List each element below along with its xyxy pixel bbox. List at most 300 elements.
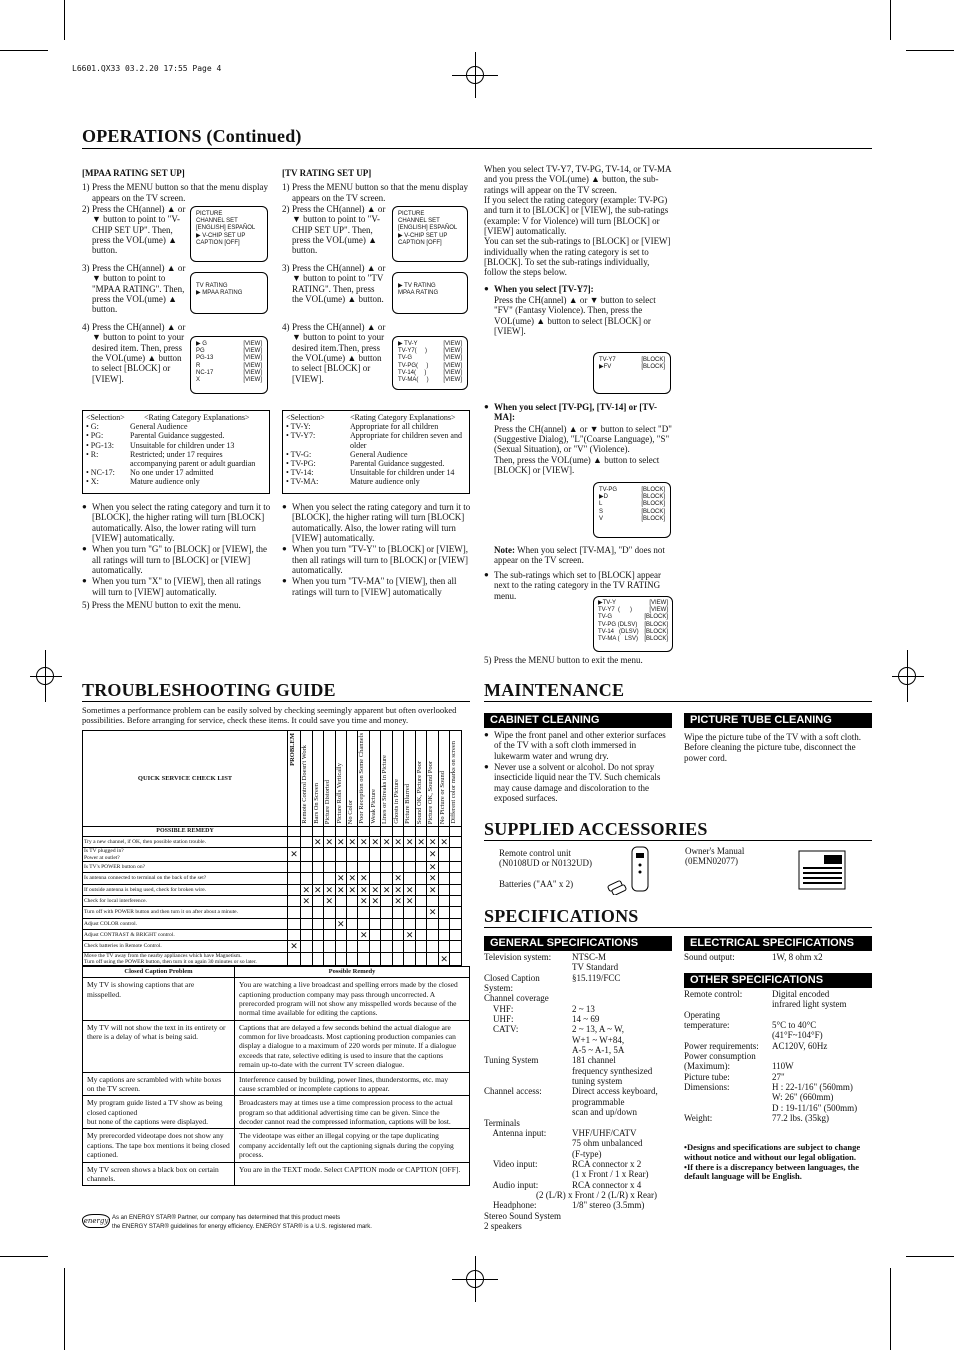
problem-column: Picture Distorted [324, 779, 332, 824]
cc-head-remedy: Possible Remedy [235, 967, 470, 978]
tv-screen-items [392, 336, 468, 390]
rating-code: • TV-G: [286, 449, 312, 459]
spec-row [484, 993, 674, 1003]
check-mark [288, 918, 301, 929]
screen-row [599, 357, 665, 364]
remedy-row [83, 941, 462, 952]
rating-row [86, 422, 266, 431]
check-mark: ✕ [428, 849, 437, 860]
maintenance-title: MAINTENANCE [484, 680, 625, 700]
bullet-text: When you select the rating category and turn it to [BLOCK], the higher rating will turn [BLOCK] automatically. Also, the lower rating will turn [VIEW] automatically. [92, 502, 271, 544]
check-mark [415, 952, 426, 966]
check-mark [392, 907, 403, 918]
crop-mark [906, 50, 954, 51]
y7-screen [593, 352, 671, 394]
check-mark [335, 941, 346, 952]
remedy-text: Is antenna connected to terminal on the back of the set? [83, 873, 288, 884]
screen-line: [ENGLISH] ESPAÑOL [196, 225, 256, 232]
rating-desc: Unsuitable for children under 14 [350, 468, 455, 478]
screen-line: ▶ V-CHIP SET UP [196, 232, 246, 239]
spec-note: •If there is a discrepancy between languages, the default language will be English. [684, 1161, 860, 1182]
spec-value: Digital encoded infrared light system [772, 989, 847, 1010]
spec-key: Closed Caption System: [484, 972, 540, 994]
remedy-row [83, 918, 462, 929]
crop-mark [0, 50, 48, 51]
check-mark [324, 941, 335, 952]
screen-item: ▶ TV-Y [398, 341, 418, 347]
owners-manual-illustration [798, 850, 848, 892]
box-head-selection: <Selection> [286, 413, 325, 422]
rating-row [286, 431, 466, 449]
screen-row [599, 501, 665, 508]
check-mark: ✕ [394, 873, 402, 884]
spec-row [684, 1010, 874, 1041]
bullet-item: ● Wipe the front panel and other exterior surfaces of the TV with a soft cloth immersed in lukewarm water and wrung dry. [484, 730, 672, 761]
screen-item: NC-17 [196, 369, 214, 376]
rating-code: • TV-PG: [286, 458, 316, 468]
check-mark [381, 848, 392, 862]
check-mark: ✕ [359, 930, 368, 941]
screen-status: [VIEW] [443, 369, 462, 376]
audio-extra: (2 (L/R) x Front / 2 (L/R) x Rear) [536, 1189, 657, 1200]
rating-code: • G: [86, 422, 99, 432]
crop-mark [0, 1256, 48, 1257]
cc-head-problem: Closed Caption Problem [83, 967, 235, 978]
check-mark: ✕ [325, 884, 334, 895]
cc-remedy: You are in the TEXT mode. Select CAPTION mode or CAPTION [OFF]. [235, 1162, 470, 1186]
quick-check-table [82, 730, 462, 966]
check-mark [347, 861, 358, 872]
cabinet-bullets [484, 730, 672, 804]
check-mark [288, 884, 301, 895]
check-mark [301, 873, 312, 884]
check-mark [392, 930, 403, 941]
cc-row [83, 1072, 470, 1096]
bullet-item: ● Never use a solvent or alcohol. Do not spray insecticide liquid near the TV. Such chemicals may cause damage and discoloration to the exposed surfaces. [484, 762, 672, 803]
check-mark [358, 952, 369, 966]
screen-status: [VIEW] [243, 362, 262, 369]
crop-mark [30, 676, 62, 677]
check-mark: ✕ [302, 884, 311, 895]
rating-code: • NC-17: [86, 468, 115, 478]
rating-desc: Unsuitable for children under 13 [130, 440, 235, 450]
check-mark [324, 861, 335, 872]
check-mark [288, 930, 301, 941]
check-mark [438, 918, 449, 929]
rating-row [86, 431, 266, 440]
screen-status: [BLOCK] [641, 508, 665, 515]
rating-row [286, 422, 466, 431]
screen-item: TV-G [598, 614, 613, 621]
screen-item: TV-14 (DLSV) [598, 628, 639, 635]
step-text: Press the MENU button so that the menu display appears on the TV screen. [292, 182, 468, 203]
check-mark: ✕ [428, 907, 437, 918]
spec-row [684, 1082, 874, 1113]
check-mark [369, 952, 380, 966]
step-number: 1) [282, 182, 290, 193]
screen-row [598, 607, 668, 614]
check-mark: ✕ [405, 884, 414, 895]
check-mark [369, 907, 380, 918]
check-mark [392, 941, 403, 952]
energy-star-text [112, 1214, 372, 1232]
check-mark [312, 918, 323, 929]
box-head-category: <Rating Category Explanations> [144, 413, 250, 422]
screen-status: [BLOCK] [644, 635, 668, 642]
crop-mark [892, 676, 924, 677]
mpaa-heading: [MPAA RATING SET UP] [82, 168, 185, 178]
problem-column: Picture Rolls Vertically [335, 763, 343, 824]
troubleshooting-intro: Sometimes a performance problem can be easily solved by checking seemingly apparent but often overlooked possibilities. Before arranging for service, check these items. It could save you time and money. [82, 705, 457, 725]
screen-status: [VIEW] [443, 355, 462, 362]
check-mark [347, 896, 358, 907]
spec-value: §15.119/FCC [572, 972, 621, 983]
cc-row [83, 1096, 470, 1129]
check-mark: ✕ [359, 884, 368, 895]
spec-value: VHF/UHF/CATV 75 ohm unbalanced (F-type) [572, 1127, 643, 1159]
spec-row [484, 1024, 674, 1055]
check-mark [381, 873, 392, 884]
spec-key: CATV: [484, 1024, 519, 1035]
screen-item: TV-Y7 ( ) [598, 607, 633, 614]
screen-status: [BLOCK] [641, 494, 665, 501]
energy-line-1: As an ENERGY STAR® Partner, our company has determined that this product meets [112, 1215, 341, 1221]
remedy-text: Is TV's POWER button on? [83, 861, 288, 872]
step-text: Press the CH(annel) ▲ or ▼ button to point to "TV RATING". Then, press the VOL(ume) ▲ button. [292, 263, 386, 305]
spec-value: 2 ~ 13, A ~ W, W+1 ~ W+84, A-5 ~ A-1, 5A [572, 1024, 625, 1056]
screen-status: [VIEW] [649, 600, 668, 606]
subratings-bullet-text: The sub-ratings which set to [BLOCK] appear next to the rating category in the TV RATING menu. [494, 570, 661, 601]
check-mark: ✕ [382, 837, 391, 847]
check-mark [404, 848, 415, 862]
screen-row [398, 363, 462, 370]
crop-mark [64, 1268, 65, 1350]
check-mark [369, 918, 380, 929]
spec-row [684, 1041, 874, 1051]
check-mark: ✕ [394, 884, 402, 895]
tv-explanation-box [282, 410, 470, 494]
energy-line-2: the ENERGY STAR® guidelines for energy efficiency. ENERGY STAR® is a U.S. registered mark. [112, 1224, 372, 1230]
spec-row [484, 1055, 674, 1086]
spec-key: Sound output: [684, 952, 735, 962]
spec-row [484, 973, 674, 994]
remedy-row [83, 907, 462, 918]
remedy-row [83, 848, 462, 862]
check-mark [301, 848, 312, 862]
check-mark: ✕ [428, 873, 437, 884]
screen-row [398, 377, 462, 384]
remedy-row [83, 930, 462, 941]
spec-key: Dimensions: [684, 1082, 730, 1093]
check-mark [301, 918, 312, 929]
other-specs [684, 989, 874, 1123]
check-mark: ✕ [348, 873, 357, 884]
cc-row [83, 1162, 470, 1186]
rating-row [86, 468, 266, 477]
screen-line: CAPTION [OFF] [196, 239, 240, 246]
screen-status: [VIEW] [443, 362, 462, 369]
screen-line: [ENGLISH] ESPAÑOL [398, 225, 458, 232]
mpaa-screen-rating [190, 272, 268, 314]
bullet-text: Wipe the front panel and other exterior surfaces of the TV with a soft cloth immersed in lukewarm water and wrung dry. [494, 730, 666, 761]
screen-row [196, 355, 262, 362]
check-mark [347, 907, 358, 918]
spec-value: AC120V, 60Hz [772, 1040, 828, 1051]
spec-key: Remote control: [684, 989, 743, 999]
check-mark: ✕ [417, 837, 425, 847]
rating-row [286, 459, 466, 468]
step-number: 1) [82, 182, 90, 193]
remedy-text: Move the TV away from the nearby appliances which have Magnetism. Turn off using the POWER button, then turn it on again 30 minutes or so later. [83, 952, 288, 966]
check-mark [301, 861, 312, 872]
screen-item: TV-MA( ) [398, 376, 429, 383]
final-screen [593, 596, 673, 652]
owners-manual: Owner's Manual (0EMN02077) [685, 846, 745, 867]
cc-remedy: You are watching a live broadcast and spelling errors made by the closed captioning production company may pass through uncorrected. A prerecorded program will not show any misspelled words because of the normal time available for editing the captions. [235, 978, 470, 1021]
mpaa-screen-vchip [190, 206, 268, 262]
step-item [82, 182, 272, 203]
screen-item: ▶TV-Y [598, 600, 616, 606]
check-mark [415, 918, 426, 929]
rating-row [286, 468, 466, 477]
tv-screen-rating [392, 272, 468, 314]
check-mark [324, 848, 335, 862]
rating-row [86, 450, 266, 468]
rating-desc: General Audience [350, 449, 408, 459]
check-mark [415, 941, 426, 952]
screen-status: [BLOCK] [644, 628, 668, 635]
pg-screen [593, 482, 671, 538]
check-mark [369, 861, 380, 872]
check-mark [427, 941, 438, 952]
step-text: Press the CH(annel) ▲ or ▼ button to point to "MPAA RATING". Then, press the VOL(ume) ▲ button. [92, 263, 186, 315]
spec-row [484, 1159, 674, 1180]
screen-item: TV-PG (DLSV) [598, 621, 638, 628]
step-text: Press the CH(annel) ▲ or ▼ button to point to your desired item. Then, press the VOL(ume) ▲ button to select [BLOCK] or [VIEW]. [92, 322, 186, 384]
check-mark [312, 861, 323, 872]
crop-mark [64, 0, 65, 40]
check-mark [347, 930, 358, 941]
screen-item: ▶D [599, 494, 608, 501]
check-mark: ✕ [371, 837, 379, 847]
check-mark [427, 896, 438, 907]
screen-row [398, 370, 462, 377]
problem-column: Weak Picture [369, 789, 377, 824]
check-mark [415, 884, 426, 895]
spec-key: Power consumption (Maximum): [684, 1051, 756, 1072]
remedy-text: Is TV plugged in? Power at outlet? [83, 848, 288, 862]
rating-row [86, 477, 266, 486]
rating-code: • R: [86, 449, 99, 459]
rating-desc: Appropriate for all children [350, 422, 439, 432]
check-mark [438, 884, 449, 895]
check-mark [347, 952, 358, 966]
screen-status: [VIEW] [243, 369, 262, 376]
check-mark: ✕ [394, 896, 402, 906]
spec-row [484, 952, 674, 973]
title-rule [484, 701, 872, 702]
check-mark [438, 896, 449, 907]
screen-status: [BLOCK] [641, 357, 665, 363]
bullet-text: When you turn "TV-MA" to [VIEW], then all ratings will turn to [VIEW] automatically [292, 576, 457, 597]
spec-key: UHF: [484, 1014, 514, 1025]
check-mark [312, 896, 323, 907]
problem-column: Picture OK, Sound Poor [427, 760, 435, 824]
mpaa-screen-items [190, 336, 268, 394]
spec-row [484, 1128, 674, 1159]
check-mark: ✕ [302, 896, 311, 906]
remedy-text: Adjust CONTRAST & BRIGHT control. [83, 930, 288, 941]
check-mark [427, 952, 438, 966]
spec-key: Power requirements: [684, 1040, 759, 1051]
check-mark [347, 918, 358, 929]
check-mark: ✕ [405, 837, 414, 847]
note-label: Note: [494, 545, 515, 555]
screen-row [598, 636, 668, 643]
problem-column: No Picture or Sound [438, 770, 446, 824]
check-mark [392, 848, 403, 862]
check-mark [312, 941, 323, 952]
check-mark [301, 837, 312, 848]
step-text: Press the CH(annel) ▲ or ▼ button to point to "V-CHIP SET UP". Then, press the VOL(ume) ▲ button. [292, 204, 386, 256]
remote-battery-illustration [602, 845, 674, 895]
problem-column: Poor Reception on Some Channels [358, 733, 366, 824]
subratings-step5: 5) Press the MENU button to exit the menu. [484, 655, 643, 665]
pg-heading: When you select [TV-PG], [TV-14] or [TV-MA]: [494, 402, 658, 423]
screen-status: [BLOCK] [644, 621, 668, 628]
check-mark [427, 918, 438, 929]
spec-value: 110W [772, 1061, 794, 1072]
check-mark [312, 930, 323, 941]
check-mark: ✕ [325, 896, 334, 906]
screen-row [196, 348, 262, 355]
check-mark: ✕ [428, 884, 437, 895]
spec-notes [684, 1143, 874, 1182]
crop-mark [906, 1256, 954, 1257]
remedy-row [83, 884, 462, 895]
cc-remedy: Captions that are delayed a few seconds behind the actual dialogue are common for live broadcasts. Most captioning production companies can display a dialogue to a maximum of 220 words per minute. If a dialogue exceeds that rate, selective editing is used to insure that the captions remain up-to-date with the current TV screen dialogue. [235, 1020, 470, 1072]
check-mark: ✕ [359, 896, 368, 906]
rating-code: • X: [86, 477, 99, 487]
problem-column: Lines or Streaks in Picture [381, 755, 389, 824]
check-mark [392, 952, 403, 966]
cc-row [83, 1020, 470, 1072]
check-mark [324, 952, 335, 966]
check-mark [324, 918, 335, 929]
check-mark [358, 907, 369, 918]
cc-problem: My captions are scrambled with white boxes on the TV screen. [83, 1072, 235, 1096]
screen-line: CHANNEL SET [196, 218, 238, 225]
screen-status: [VIEW] [243, 376, 262, 383]
electrical-specs-bar: ELECTRICAL SPECIFICATIONS [684, 936, 872, 951]
check-mark [369, 930, 380, 941]
stereo-system: Stereo Sound System 2 speakers [484, 1210, 562, 1231]
energy-star-logo: energy [82, 1214, 110, 1228]
spec-value: RCA connector x 4 [572, 1179, 642, 1190]
screen-item: X [196, 376, 201, 383]
cc-problem: My TV is showing captions that are misspelled. [83, 978, 235, 1021]
rating-desc: Parental Guidance suggested. [350, 458, 445, 468]
check-mark [392, 861, 403, 872]
rating-code: • TV-14: [286, 468, 314, 478]
tube-text: Wipe the picture tube of the TV with a soft cloth. Before cleaning the picture tube, disconnect the power cord. [684, 732, 862, 763]
cc-row [83, 978, 470, 1021]
screen-line: PICTURE [196, 211, 223, 217]
screen-item: TV-14( ) [398, 369, 427, 376]
screen-status: [VIEW] [443, 376, 462, 383]
check-mark [312, 873, 323, 884]
pg-section: ● When you select [TV-PG], [TV-14] or [TV-MA]: Press the CH(annel) ▲ or ▼ button to select "D" (Suggestive Dialog), "L"(Coarse Language), "S"(Sexual Situation), or "V" (Violence). Then, press the VOL(ume) ▲ button to select [BLOCK] or [VIEW]. [484, 402, 674, 475]
check-mark: ✕ [440, 837, 448, 847]
note-text: When you select [TV-MA], "D" does not appear on the TV screen. [494, 545, 665, 566]
screen-item: ▶ G [196, 341, 207, 347]
check-mark [335, 848, 346, 862]
check-mark [392, 918, 403, 929]
check-mark: ✕ [394, 837, 402, 847]
screen-status: [VIEW] [443, 341, 462, 347]
check-mark [288, 896, 301, 907]
spec-row [484, 1180, 674, 1190]
spec-row [684, 989, 874, 1010]
check-mark: ✕ [336, 837, 345, 847]
check-mark: ✕ [348, 837, 357, 847]
check-mark [324, 907, 335, 918]
cc-problem: My TV screen shows a black box on certain channels. [83, 1162, 235, 1186]
check-mark [301, 930, 312, 941]
rating-row [286, 450, 466, 459]
spec-row [684, 952, 874, 962]
screen-row [599, 509, 665, 516]
possible-remedy-label: POSSIBLE REMEDY [83, 827, 288, 837]
y7-text: Press the CH(annel) ▲ or ▼ button to select "FV" (Fantasy Violence). Then, press the VOL(ume) ▲ button to select [BLOCK] or [VIEW]. [494, 295, 656, 337]
crop-mark [890, 0, 891, 40]
screen-status: [BLOCK] [641, 364, 665, 371]
bullet-item: ● When you select the rating category and turn it to [BLOCK], the higher rating will turn [BLOCK] automatically. Also, the lower rating will turn [VIEW] automatically. [82, 502, 271, 544]
check-mark: ✕ [336, 873, 345, 884]
screen-row [196, 363, 262, 370]
problem-column: Remote Control Doesn't Work [301, 745, 309, 824]
cc-row [83, 1129, 470, 1162]
remedy-text: Check for local interference. [83, 896, 288, 907]
pg-text: Press the CH(annel) ▲ or ▼ button to select "D" (Suggestive Dialog), "L"(Coarse Language), "S"(Sexual Situation), or "V" (Violence). Then, press the VOL(ume) ▲ button to select [BLOCK] or [VIEW]. [494, 423, 672, 476]
check-mark [381, 861, 392, 872]
screen-item: PG [196, 348, 205, 355]
spec-value: 5°C to 40°C (41°F~104°F) [772, 1020, 823, 1041]
screen-row [599, 494, 665, 501]
troubleshooting-title: TROUBLESHOOTING GUIDE [82, 680, 336, 700]
spec-value: Direct access keyboard, programmable scan and up/down [572, 1086, 658, 1118]
problem-column: No Color [347, 799, 354, 824]
rating-code: • TV-MA: [286, 477, 319, 487]
screen-row [599, 516, 665, 523]
mpaa-explanation-box [82, 410, 270, 494]
remedy-text: Turn off with POWER button and then turn it on after about a minute. [83, 907, 288, 918]
spec-key: Antenna input: [484, 1127, 547, 1138]
check-mark [415, 861, 426, 872]
spec-value: 181 channel frequency synthesized tuning system [572, 1055, 653, 1087]
rating-desc: No one under 17 admitted [130, 468, 214, 478]
check-mark: ✕ [314, 884, 322, 895]
tvrating-heading: [TV RATING SET UP] [282, 168, 372, 178]
check-mark: ✕ [288, 848, 301, 862]
check-mark [288, 873, 301, 884]
screen-status: [BLOCK] [641, 501, 665, 508]
rating-row [286, 477, 466, 486]
specifications-title: SPECIFICATIONS [484, 906, 639, 926]
check-mark [347, 941, 358, 952]
remedy-row [83, 896, 462, 907]
box-head-selection: <Selection> [86, 413, 125, 422]
